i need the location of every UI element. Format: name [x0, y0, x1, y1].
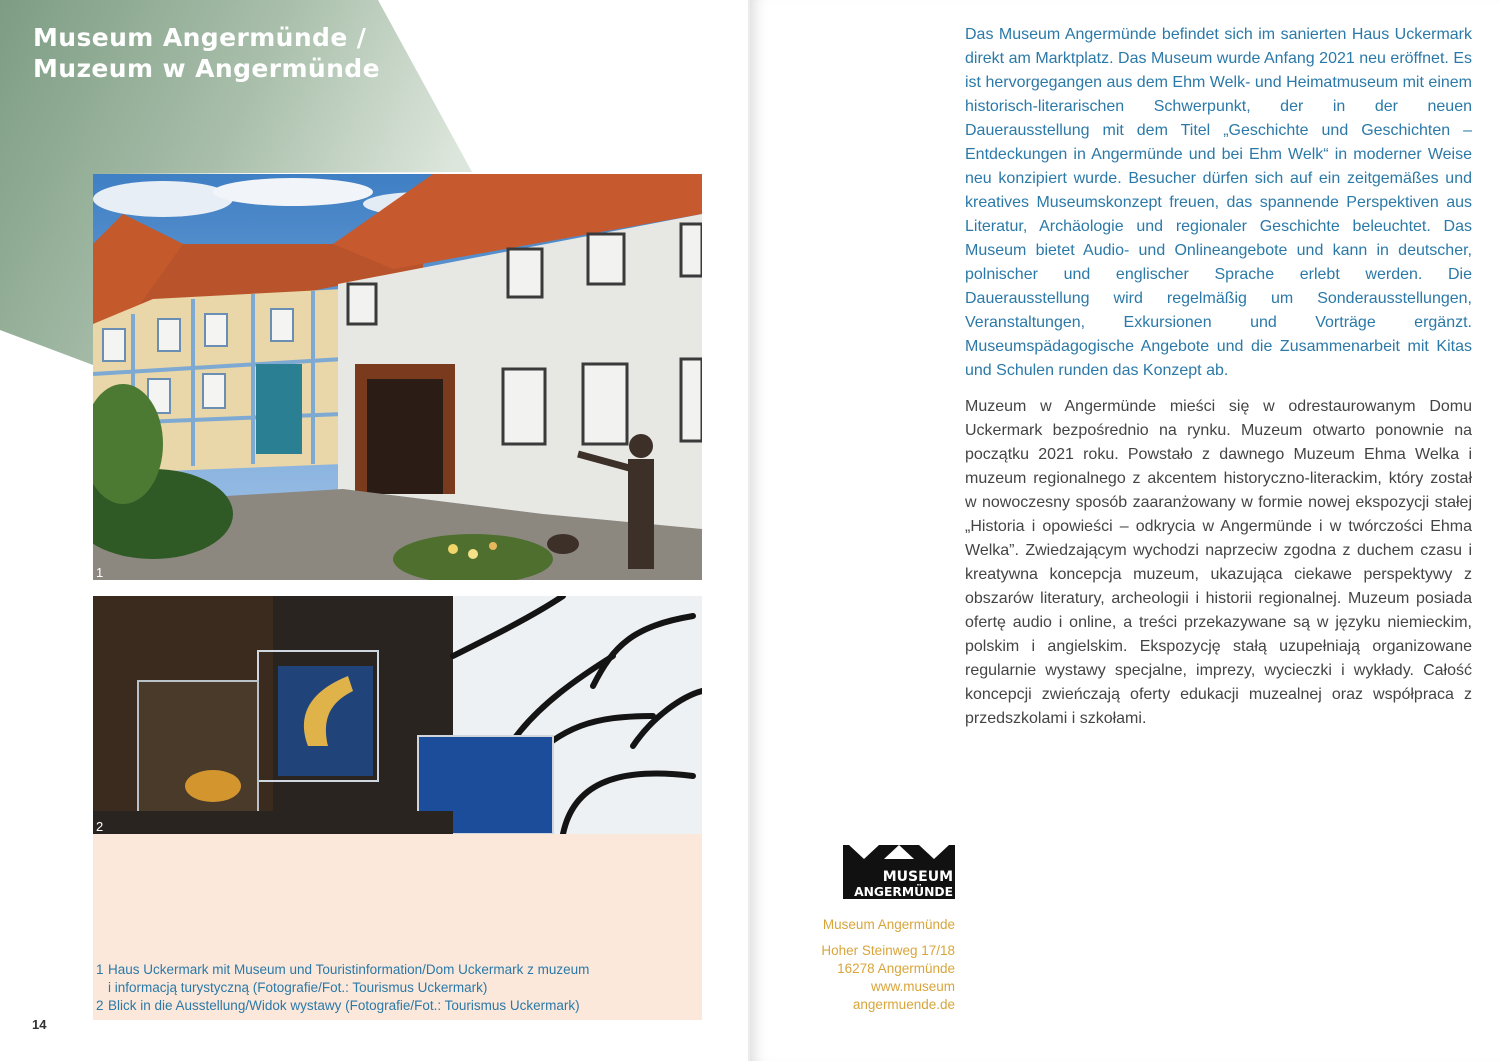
- address-web-line2: angermuende.de: [852, 997, 955, 1012]
- address-web-line1: www.museum: [870, 979, 955, 994]
- page-number: 14: [32, 1017, 47, 1032]
- photo-number-2: 2: [96, 819, 104, 834]
- caption-text: Haus Uckermark mit Museum und Touristinformation/Dom Uckermark z muzeum: [108, 962, 590, 977]
- caption-1: [96, 961, 589, 979]
- caption-box: [93, 834, 702, 1020]
- caption-number: 1: [96, 962, 104, 977]
- address-name: Museum Angermünde: [822, 917, 955, 932]
- address-street: Hoher Steinweg 17/18: [821, 943, 955, 958]
- photo-captions: [96, 961, 589, 1015]
- caption-text: Blick in die Ausstellung/Widok wystawy (Fotografie/Fot.: Tourismus Uckermark): [108, 998, 580, 1013]
- address-city: 16278 Angermünde: [837, 961, 955, 976]
- caption-2: [96, 997, 589, 1015]
- title-line-1: Museum Angermünde /: [33, 23, 367, 52]
- page-title: [33, 22, 380, 84]
- photo-haus-uckermark: [93, 174, 702, 580]
- german-paragraph: Das Museum Angermünde befindet sich im sanierten Haus Uckermark direkt am Marktplatz. Das Museum wurde Anfang 2021 neu eröffnet. Es ist hervorgegangen aus dem Ehm Welk- und Heimatmuseum mit einem historisch-literarischen Schwerpunkt, der in der neuen Dauerausstellung mit dem Titel „Geschichte und Geschichten – Entdeckungen in Angermünde und bei Ehm Welk“ in moderner Weise neu konzipiert wurde. Besucher dürfen sich auf ein zeitgemäßes und kreatives Museumskonzept freuen, das spannende Perspektiven aus Literatur, Archäologie und regionaler Geschichte beleuchtet. Das Museum bietet Audio- und Onlineangebote und kann in deutscher, polnischer und englischer Sprache erlebt werden. Die Dauerausstellung wird regelmäßig um Sonderausstellungen, Veranstaltungen, Exkursionen und Vorträge ergänzt. Museumspädagogische Angebote und die Zusammenarbeit mit Kitas und Schulen runden das Konzept ab.: [965, 26, 1472, 379]
- logo-text-angermuende: ANGERMÜNDE: [854, 885, 953, 899]
- title-line-2: Muzeum w Angermünde: [33, 54, 380, 83]
- caption-text: i informacją turystyczną (Fotografie/Fot.: Tourismus Uckermark): [108, 980, 488, 995]
- caption-1-continued: [96, 979, 589, 997]
- museum-logo: [843, 845, 955, 899]
- logo-text-museum: MUSEUM: [882, 869, 953, 885]
- caption-number: 2: [96, 998, 104, 1013]
- museum-address: [790, 916, 955, 1014]
- photo-number-1: 1: [96, 565, 104, 580]
- polish-paragraph: Muzeum w Angermünde mieści się w odrestaurowanym Domu Uckermark bezpośrednio na rynku. Muzeum otwarto ponownie na początku 2021 roku. Powstało z dawnego Muzeum Ehma Welka i muzeum regionalnego z akcentem historyczno-literackim, który został w nowoczesny sposób zaaranżowany w formie nowej ekspozycji stałej „Historia i opowieści – odkrycia w Angermünde i w twórczości Ehma Welka”. Zwiedzającym wychodzi naprzeciw zgodna z duchem czasu i kreatywna koncepcja muzeum, ukazująca ciekawe perspektywy z obszarów literatury, archeologii i historii regionalnej. Muzeum posiada ofertę audio i online, a treści przekazywane są w języku niemieckim, polskim i angielskim. Ekspozycję stałą uzupełniają organizowane regularnie wystawy specjalne, imprezy, wycieczki i wykłady. Całość koncepcji zwieńczają oferty edukacji muzealnej oraz współpraca z przedszkolami i szkołami.: [965, 398, 1472, 727]
- photo-exhibition: [93, 596, 702, 834]
